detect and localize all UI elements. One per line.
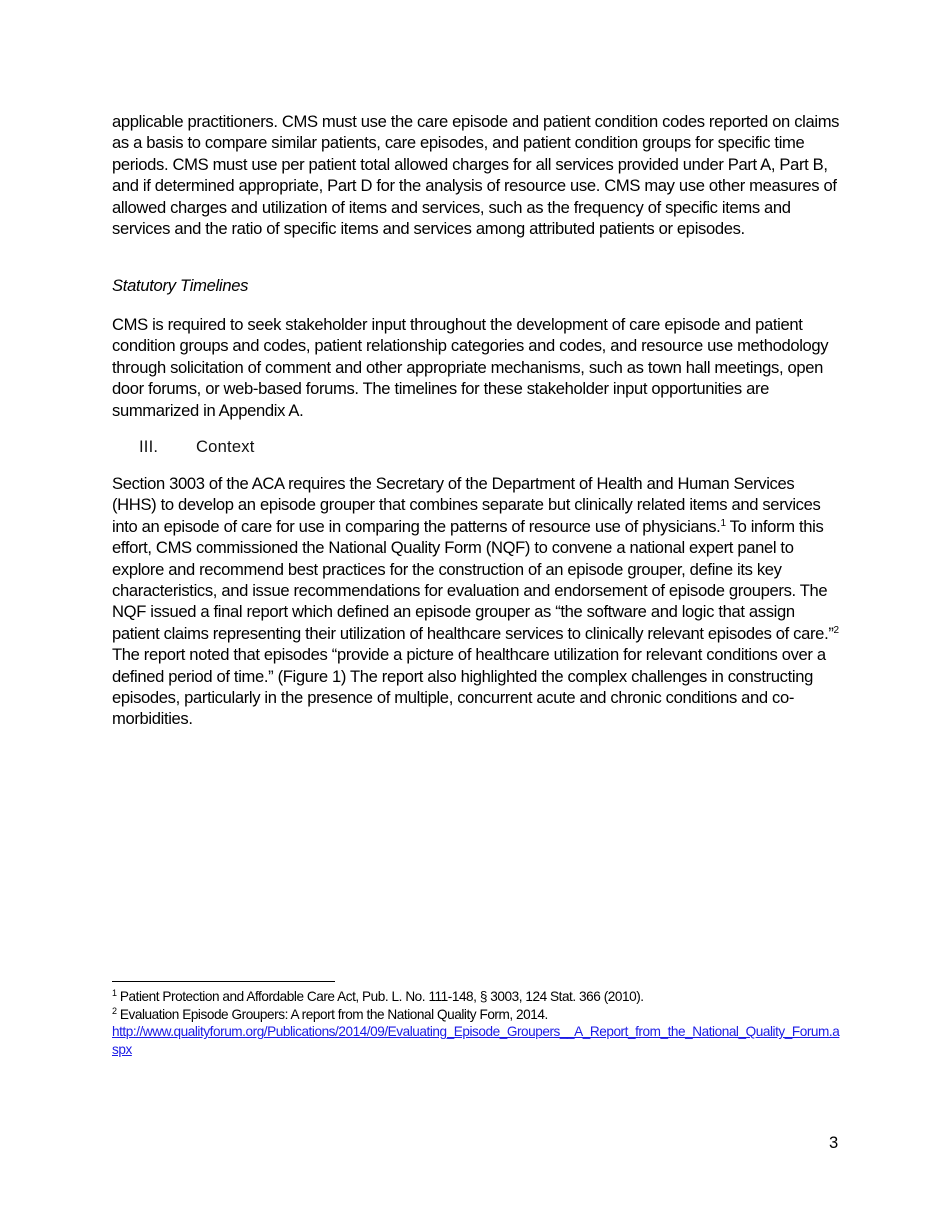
- paragraph-context: [112, 473, 840, 730]
- paragraph-practitioners: applicable practitioners. CMS must use the care episode and patient condition codes reported on claims as a basis to compare similar patients, care episodes, and patient condition groups for specific time periods. CMS must use per patient total allowed charges for all services provided under Part A, Part B, and if determined appropriate, Part D for the analysis of resource use. CMS may use other measures of allowed charges and utilization of items and services, such as the frequency of specific items and services and the ratio of specific items and services among attributed patients or episodes.: [112, 112, 840, 239]
- section-title: Context: [196, 437, 255, 456]
- footnote-2-link-line: [112, 1023, 840, 1058]
- footnote-1-number: 1: [112, 988, 117, 998]
- section-heading-context: [139, 437, 255, 457]
- footnote-ref-1[interactable]: 1: [720, 517, 726, 529]
- paragraph-stakeholder-input: CMS is required to seek stakeholder input throughout the development of care episode and patient condition groups and codes, patient relationship categories and codes, and resource use methodology through solicitation of comment and other appropriate mechanisms, such as town hall meetings, open door forums, or web-based forums. The timelines for these stakeholder input opportunities are summarized in Appendix A.: [112, 315, 829, 420]
- footnotes: [112, 988, 840, 1058]
- subheading-statutory-timelines: Statutory Timelines: [112, 276, 249, 295]
- page-number: 3: [829, 1133, 839, 1152]
- paragraph-context-part2: To inform this effort, CMS commissioned the National Quality Form (NQF) to convene a national expert panel to explore and recommend best practices for the construction of an episode grouper, define its key characteristics, and issue recommendations for evaluation and endorsement of episode groupers. The NQF issued a final report which defined an episode grouper as “the software and logic that assign patient claims representing their utilization of healthcare services to clinically relevant episodes of care.”: [112, 516, 834, 643]
- paragraph-context-part3: The report noted that episodes “provide a picture of healthcare utilization for relevant conditions over a defined period of time.” (Figure 1) The report also highlighted the complex challenges in constructing episodes, particularly in the presence of multiple, concurrent acute and chronic conditions and co-morbidities.: [112, 645, 826, 729]
- footnote-2-number: 2: [112, 1005, 117, 1016]
- section-number: III.: [139, 437, 159, 456]
- footnote-ref-2[interactable]: 2: [833, 624, 839, 636]
- footnote-separator: [112, 981, 335, 982]
- paragraph-context-part1: Section 3003 of the ACA requires the Secretary of the Department of Health and Human Services (HHS) to develop an episode grouper that combines separate but clinically related items and services into an episode of care for use in comparing the patterns of resource use of physicians.: [112, 474, 821, 536]
- footnote-1-text: Patient Protection and Affordable Care Act, Pub. L. No. 111-148, § 3003, 124 Stat. 366 (2010).: [116, 989, 644, 1004]
- footnote-1: [112, 988, 840, 1006]
- footnote-2: [112, 1006, 840, 1024]
- footnote-2-text: Evaluation Episode Groupers: A report from the National Quality Form, 2014.: [116, 1006, 548, 1022]
- footnote-2-link[interactable]: http://www.qualityforum.org/Publications/2014/09/Evaluating_Episode_Groupers__A_Report_from_the_National_Quality_Forum.aspx: [112, 1024, 840, 1057]
